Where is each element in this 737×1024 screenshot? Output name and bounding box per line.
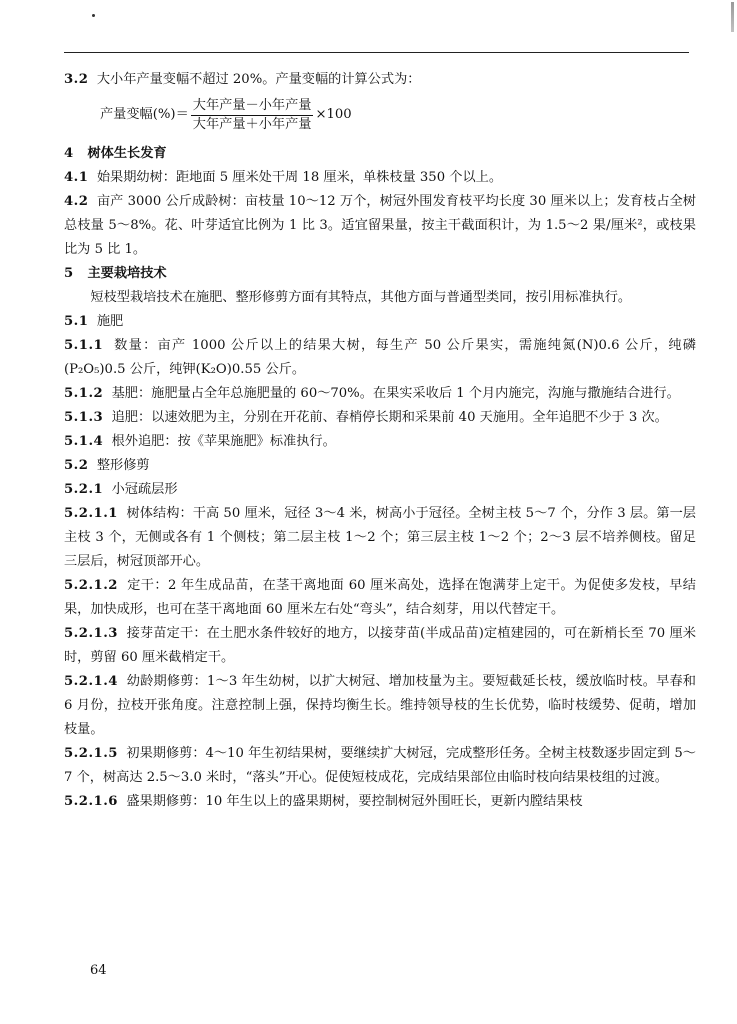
clause-5-1-1 bbox=[64, 334, 696, 382]
clause-5-2-1 bbox=[64, 478, 696, 502]
formula-lhs: 产量变幅(%)＝ bbox=[100, 107, 189, 122]
clause-4-1 bbox=[64, 166, 696, 190]
section-title: 树体生长发育 bbox=[87, 146, 167, 161]
clause-5-1-2 bbox=[64, 382, 696, 406]
formula-factor: ×100 bbox=[315, 107, 352, 122]
clause-text: 初果期修剪：4～10 年生初结果树，要继续扩大树冠，完成整形任务。全树主枝数逐步固定到 5～7 个，树高达 2.5～3.0 米时，“落头”开心。促使短枝成花，完成结果部位由临时枝向结果枝组的过渡。 bbox=[64, 746, 696, 785]
clause-5-1-3 bbox=[64, 406, 696, 430]
section-5-heading bbox=[64, 262, 696, 286]
clause-5-2-1-4 bbox=[64, 670, 696, 742]
clause-number: 5.2.1.5 bbox=[64, 746, 118, 761]
clause-number: 5.1.3 bbox=[64, 410, 104, 425]
clause-text: 基肥：施肥量占全年总施肥量的 60～70%。在果实采收后 1 个月内施完，沟施与撒施结合进行。 bbox=[111, 386, 680, 401]
section-number: 5 bbox=[64, 266, 74, 281]
paragraph-text: 短枝型栽培技术在施肥、整形修剪方面有其特点，其他方面与普通型类同，按引用标准执行。 bbox=[90, 290, 632, 305]
clause-number: 5.1 bbox=[64, 314, 89, 329]
clause-5-2-1-6 bbox=[64, 790, 696, 814]
section-number: 4 bbox=[64, 146, 74, 161]
clause-text: 大小年产量变幅不超过 20%。产量变幅的计算公式为： bbox=[96, 72, 421, 87]
clause-text: 定干：2 年生成品苗，在茎干离地面 60 厘米高处，选择在饱满芽上定干。为促使多发枝，早结果，加快成形，也可在茎干离地面 60 厘米左右处“弯头”，结合刻芽，用以代替定干。 bbox=[64, 578, 696, 617]
clause-text: 整形修剪 bbox=[96, 458, 150, 473]
clause-number: 5.1.1 bbox=[64, 338, 104, 353]
clause-number: 5.2.1.6 bbox=[64, 794, 118, 809]
clause-text: 幼龄期修剪：1～3 年生幼树，以扩大树冠、增加枝量为主。要短截延长枝，缓放临时枝。早春和 6 月份，拉枝开张角度。注意控制上强，保持均衡生长。维持领导枝的生长优势，临时枝缓势、促萌，增加枝量。 bbox=[64, 674, 696, 737]
formula-numerator: 大年产量－小年产量 bbox=[191, 97, 314, 116]
variation-formula bbox=[100, 94, 696, 136]
clause-number: 4.2 bbox=[64, 194, 89, 209]
clause-5-2-1-5 bbox=[64, 742, 696, 790]
page-number: 64 bbox=[90, 963, 107, 978]
section-4-heading bbox=[64, 142, 696, 166]
clause-text: 根外追肥：按《苹果施肥》标准执行。 bbox=[111, 434, 336, 449]
clause-text: 亩产 3000 公斤成龄树：亩枝量 10～12 万个，树冠外围发育枝平均长度 30 厘米以上；发育枝占全树总枝量 5～8%。花、叶芽适宜比例为 1 比 3。适宜留果量，按主干截面积计，为 1.5～2 果/厘米²，或枝果比为 5 比 1。 bbox=[64, 194, 696, 257]
clause-text: 追肥：以速效肥为主，分别在开花前、春梢停长期和采果前 40 天施用。全年追肥不少于 3 次。 bbox=[111, 410, 668, 425]
clause-text: 盛果期修剪：10 年生以上的盛果期树，要控制树冠外围旺长，更新内膛结果枝 bbox=[126, 794, 583, 809]
clause-text: 数量：亩产 1000 公斤以上的结果大树，每生产 50 公斤果实，需施纯氮(N)0.6 公斤，纯磷(P₂O₅)0.5 公斤，纯钾(K₂O)0.55 公斤。 bbox=[64, 338, 696, 377]
clause-number: 5.2.1.3 bbox=[64, 626, 118, 641]
clause-5-2 bbox=[64, 454, 696, 478]
clause-5-2-1-3 bbox=[64, 622, 696, 670]
clause-number: 5.1.2 bbox=[64, 386, 104, 401]
clause-3-2 bbox=[64, 68, 696, 92]
section-title: 主要栽培技术 bbox=[87, 266, 167, 281]
clause-text: 小冠疏层形 bbox=[111, 482, 178, 497]
clause-number: 5.2.1.2 bbox=[64, 578, 118, 593]
clause-5-1-4 bbox=[64, 430, 696, 454]
clause-number: 4.1 bbox=[64, 170, 89, 185]
body-text bbox=[64, 68, 696, 814]
clause-number: 5.2.1.4 bbox=[64, 674, 118, 689]
clause-5-2-1-2 bbox=[64, 574, 696, 622]
formula-denominator: 大年产量＋小年产量 bbox=[192, 116, 312, 132]
scan-edge-mark bbox=[731, 2, 734, 32]
clause-text: 接芽苗定干：在土肥水条件较好的地方，以接芽苗(半成品苗)定植建园的，可在新梢长至 70 厘米时，剪留 60 厘米截梢定干。 bbox=[64, 626, 696, 665]
clause-4-2 bbox=[64, 190, 696, 262]
clause-number: 5.2.1 bbox=[64, 482, 104, 497]
header-rule bbox=[64, 52, 689, 53]
clause-number: 5.2.1.1 bbox=[64, 506, 118, 521]
clause-5-1 bbox=[64, 310, 696, 334]
scan-speck bbox=[92, 14, 95, 17]
clause-text: 施肥 bbox=[96, 314, 124, 329]
section-5-intro bbox=[64, 286, 696, 310]
formula-fraction bbox=[191, 97, 314, 134]
clause-number: 5.1.4 bbox=[64, 434, 104, 449]
clause-number: 3.2 bbox=[64, 72, 89, 87]
clause-5-2-1-1 bbox=[64, 502, 696, 574]
clause-text: 始果期幼树：距地面 5 厘米处干周 18 厘米，单株枝量 350 个以上。 bbox=[96, 170, 503, 185]
clause-text: 树体结构：干高 50 厘米，冠径 3～4 米，树高小于冠径。全树主枝 5～7 个，分作 3 层。第一层主枝 3 个，无侧或各有 1 个侧枝；第二层主枝 1～2 个；第三层主枝 1～2 个；2～3 层不培养侧枝。留足三层后，树冠顶部开心。 bbox=[64, 506, 696, 569]
clause-number: 5.2 bbox=[64, 458, 89, 473]
